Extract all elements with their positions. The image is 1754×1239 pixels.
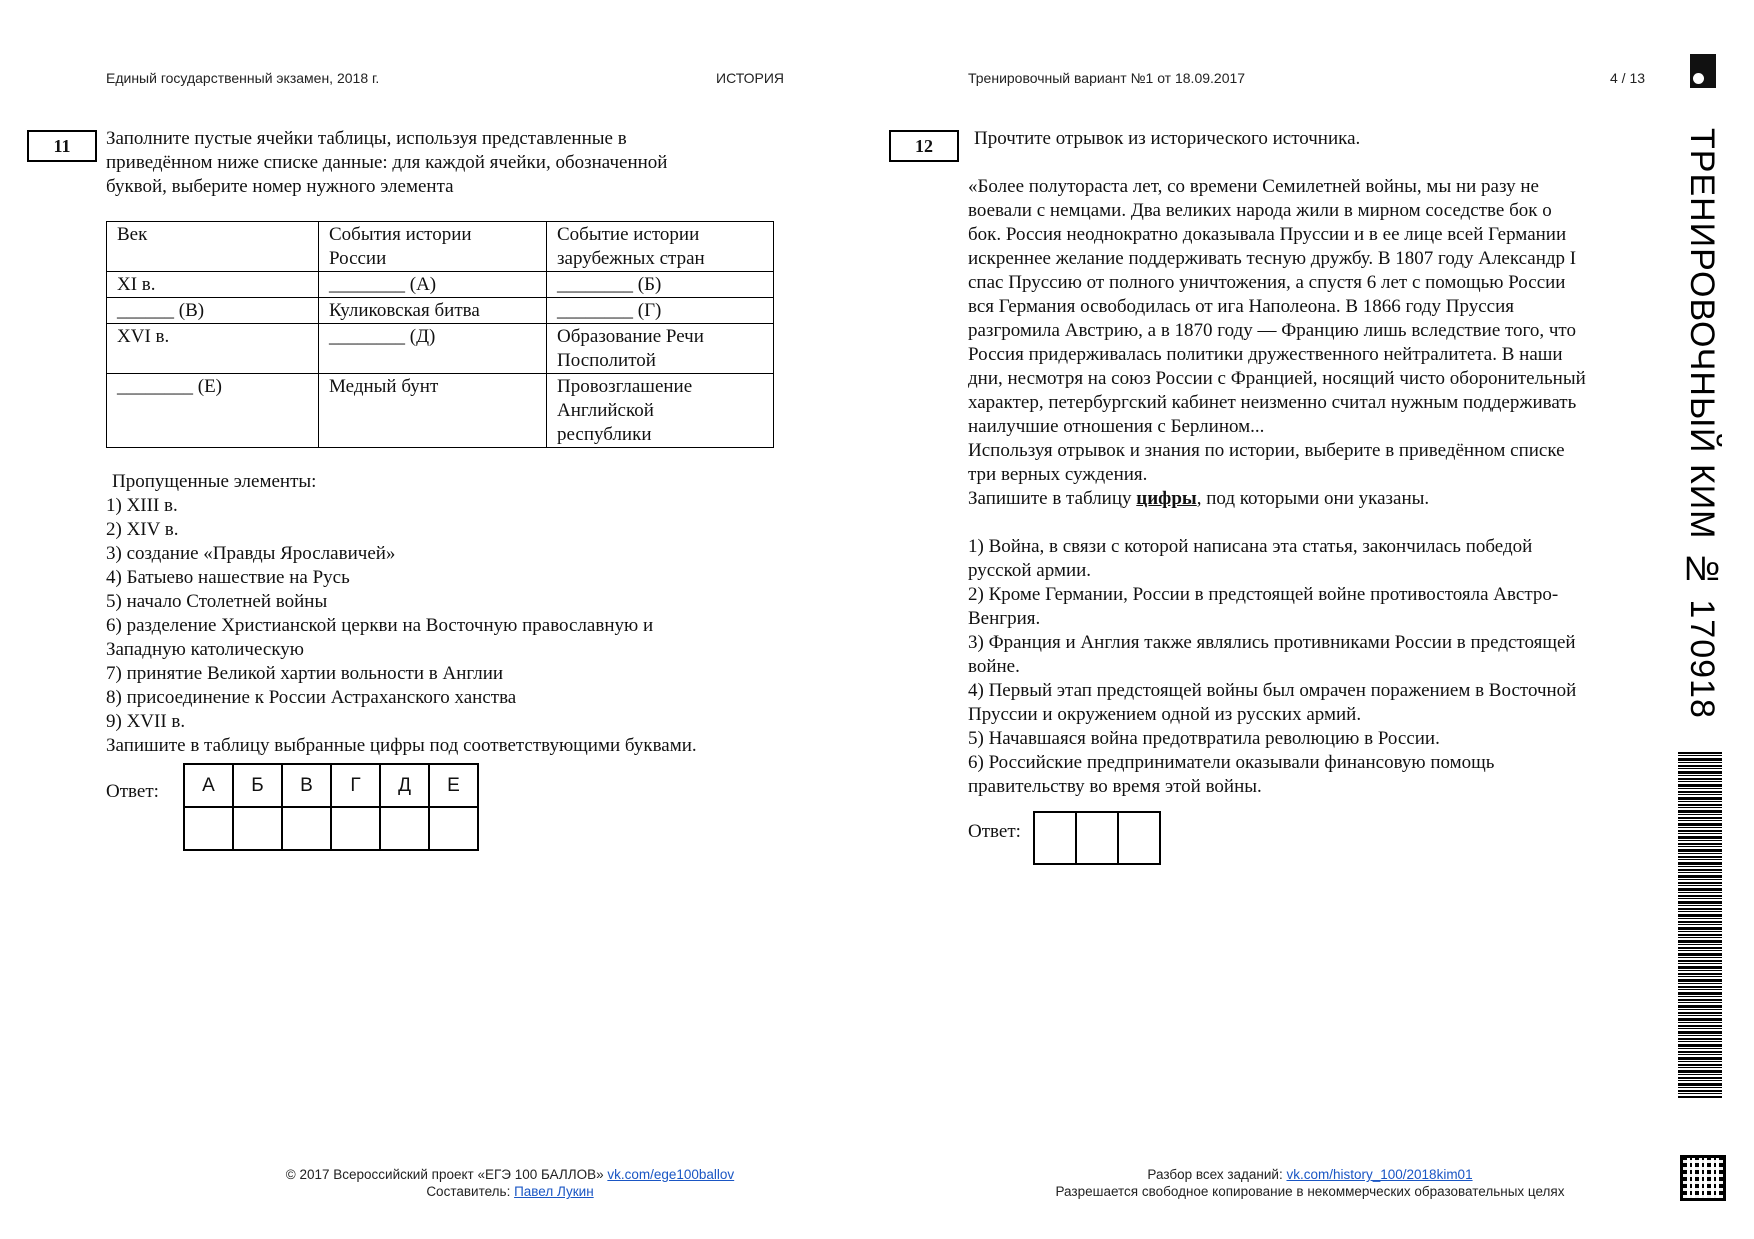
- header-exam: Единый государственный экзамен, 2018 г.: [106, 70, 380, 86]
- table-row: [107, 324, 774, 374]
- table-header-cell: Век: [107, 222, 319, 272]
- option-line: 1) Война, в связи с которой написана эта статья, закончилась победой: [968, 536, 1533, 557]
- footer-copyright: © 2017 Всероссийский проект «ЕГЭ 100 БАЛЛОВ»: [285, 1167, 608, 1182]
- answer-cell-d[interactable]: [380, 807, 429, 850]
- table-cell: ________ (Г): [547, 298, 774, 324]
- missing-elements-list: [106, 470, 806, 758]
- answer-letter: В: [282, 764, 331, 807]
- source-line: искреннее желание поддерживать тесную дружбу. В 1807 году Александр I: [968, 248, 1577, 269]
- footer-right: [1000, 1166, 1620, 1200]
- table-cell: ________ (А): [319, 272, 547, 298]
- final-instruction: Запишите в таблицу выбранные цифры под соответствующими буквами.: [106, 735, 697, 756]
- answer-input-row: [1034, 812, 1160, 864]
- list-item: 4) Батыево нашествие на Русь: [106, 567, 350, 588]
- table-cell: XI в.: [107, 272, 319, 298]
- table-header-row: [107, 222, 774, 272]
- write-instruction: Запишите в таблицу цифры, под которыми они указаны.: [968, 488, 1430, 509]
- table-cell: XVI в.: [107, 324, 319, 374]
- project-link[interactable]: vk.com/ege100ballov: [607, 1167, 735, 1182]
- task-12-number: 12: [889, 130, 959, 162]
- task-line: три верных суждения.: [968, 464, 1148, 485]
- list-item: 1) XIII в.: [106, 495, 178, 516]
- table-cell: Медный бунт: [319, 374, 547, 448]
- analysis-label: Разбор всех заданий:: [1147, 1167, 1287, 1182]
- table-header-cell: События истории России: [319, 222, 547, 272]
- table-cell: Провозглашение Английской республики: [547, 374, 774, 448]
- bold-digits-word: цифры: [1136, 488, 1197, 509]
- side-title: ТРЕНИРОВОЧНЫЙ КИМ № 170918: [1683, 128, 1721, 719]
- header-subject: ИСТОРИЯ: [716, 70, 785, 86]
- source-line: спас Пруссию от полного уничтожения, а спустя 6 лет с помощью России: [968, 272, 1566, 293]
- task-12-source-text: [968, 175, 1658, 511]
- option-line: 2) Кроме Германии, России в предстоящей войне противостояла Австро-: [968, 584, 1559, 605]
- list-item: Западную католическую: [106, 639, 304, 660]
- answer-letter-row: [184, 764, 478, 807]
- task-11-answer-label: Ответ:: [106, 781, 159, 802]
- header-variant: Тренировочный вариант №1 от 18.09.2017: [968, 70, 1246, 86]
- task-12-answer-label: Ответ:: [968, 821, 1021, 842]
- task-11-instruction: [106, 127, 786, 199]
- list-item: 3) создание «Правды Ярославичей»: [106, 543, 396, 564]
- header-page-number: 4 / 13: [1610, 70, 1646, 86]
- source-line: дни, несмотря на союз России с Францией, носящий чисто оборонительный: [968, 368, 1586, 389]
- table-row: [107, 374, 774, 448]
- option-line: 6) Российские предприниматели оказывали финансовую помощь: [968, 752, 1495, 773]
- list-item: 7) принятие Великой хартии вольности в Англии: [106, 663, 504, 684]
- source-line: «Более полутораста лет, со времени Семилетней войны, мы ни разу не: [968, 176, 1539, 197]
- table-header-cell: Событие истории зарубежных стран: [547, 222, 774, 272]
- answer-cell-3[interactable]: [1118, 812, 1160, 864]
- answer-letter: Б: [233, 764, 282, 807]
- answer-cell-b[interactable]: [233, 807, 282, 850]
- option-line: войне.: [968, 656, 1020, 677]
- source-line: Россия придерживалась политики дружественного нейтралитета. В наши: [968, 344, 1563, 365]
- option-line: 5) Начавшаяся война предотвратила революцию в России.: [968, 728, 1440, 749]
- table-cell: ______ (В): [107, 298, 319, 324]
- source-line: бок. Россия неоднократно доказывала Пруссии и в ее лице всей Германии: [968, 224, 1567, 245]
- analysis-link[interactable]: vk.com/history_100/2018kim01: [1286, 1167, 1473, 1182]
- task-12-intro: Прочтите отрывок из исторического источника.: [974, 128, 1361, 149]
- answer-cell-v[interactable]: [282, 807, 331, 850]
- history-table: [106, 221, 774, 448]
- answer-letter: Г: [331, 764, 380, 807]
- answer-letter: Е: [429, 764, 478, 807]
- source-line: разгромила Австрию, а в 1870 году — Францию лишь вследствие того, что: [968, 320, 1576, 341]
- table-row: [107, 298, 774, 324]
- answer-cell-2[interactable]: [1076, 812, 1118, 864]
- option-line: 3) Франция и Англия также являлись противниками России в предстоящей: [968, 632, 1576, 653]
- list-item: 6) разделение Христианской церкви на Восточную православную и: [106, 615, 654, 636]
- source-line: вся Германия освободилась от ига Наполеона. В 1866 году Пруссия: [968, 296, 1514, 317]
- instruction-line: Заполните пустые ячейки таблицы, используя представленные в: [106, 128, 627, 149]
- author-label: Составитель:: [426, 1184, 515, 1199]
- table-cell: Куликовская битва: [319, 298, 547, 324]
- answer-cell-a[interactable]: [184, 807, 233, 850]
- task-11-number: 11: [27, 130, 97, 162]
- answer-cell-e[interactable]: [429, 807, 478, 850]
- qr-code-icon: [1680, 1155, 1726, 1201]
- answer-letter: А: [184, 764, 233, 807]
- option-line: Венгрия.: [968, 608, 1041, 629]
- list-item: 9) XVII в.: [106, 711, 186, 732]
- author-link[interactable]: Павел Лукин: [514, 1184, 594, 1199]
- answer-cell-1[interactable]: [1034, 812, 1076, 864]
- barcode-icon: [1678, 752, 1722, 1098]
- table-cell: ________ (Б): [547, 272, 774, 298]
- table-cell: Образование Речи Посполитой: [547, 324, 774, 374]
- source-line: воевали с немцами. Два великих народа жили в мирном соседстве бок о: [968, 200, 1552, 221]
- missing-title: Пропущенные элементы:: [112, 471, 317, 492]
- footer-left: [160, 1166, 860, 1200]
- source-line: характер, петербургский кабинет неизменно считал нужным поддерживать: [968, 392, 1577, 413]
- option-line: русской армии.: [968, 560, 1092, 581]
- option-line: правительству во время этой войны.: [968, 776, 1262, 797]
- side-title-container: [1682, 128, 1720, 728]
- list-item: 2) XIV в.: [106, 519, 179, 540]
- answer-cell-g[interactable]: [331, 807, 380, 850]
- task-11-answer-grid: [183, 763, 479, 851]
- table-cell: ________ (Е): [107, 374, 319, 448]
- answer-input-row: [184, 807, 478, 850]
- source-line: наилучшие отношения с Берлином...: [968, 416, 1265, 437]
- table-row: [107, 272, 774, 298]
- task-12-options: [968, 535, 1658, 799]
- task-12-answer-grid: [1033, 811, 1161, 865]
- option-line: 4) Первый этап предстоящей войны был омрачен поражением в Восточной: [968, 680, 1577, 701]
- option-line: Пруссии и окружением одной из русских армий.: [968, 704, 1362, 725]
- list-item: 8) присоединение к России Астраханского ханства: [106, 687, 517, 708]
- task-line: Используя отрывок и знания по истории, выберите в приведённом списке: [968, 440, 1565, 461]
- list-item: 5) начало Столетней войны: [106, 591, 328, 612]
- instruction-line: приведённом ниже списке данные: для каждой ячейки, обозначенной: [106, 152, 668, 173]
- table-cell: ________ (Д): [319, 324, 547, 374]
- corner-logo-icon: [1690, 54, 1716, 88]
- answer-letter: Д: [380, 764, 429, 807]
- copy-note: Разрешается свободное копирование в некоммерческих образовательных целях: [1055, 1184, 1565, 1199]
- instruction-line: буквой, выберите номер нужного элемента: [106, 176, 454, 197]
